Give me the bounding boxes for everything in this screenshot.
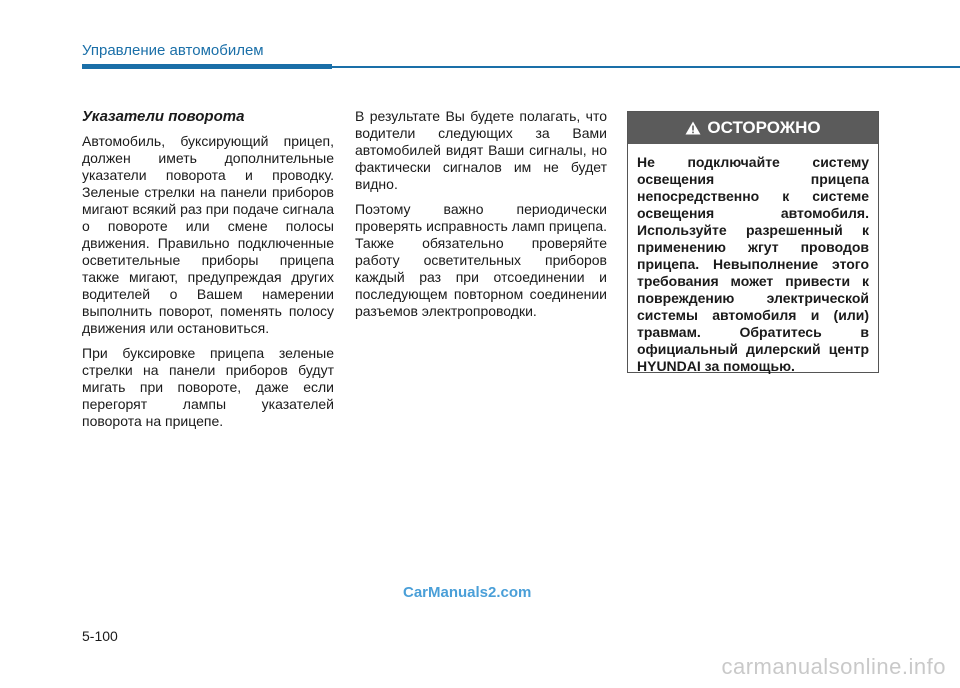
warning-title: ОСТОРОЖНО <box>707 118 821 137</box>
page-number: 5-100 <box>82 628 118 644</box>
column-1-paragraph-1: Автомобиль, буксирующий прицеп, должен иметь дополнительные указатели поворота и проводку. Зеленые стрелки на панели приборов мигают всякий раз при подаче сигнала о повороте или смене полосы движения. Правильно подключенные осветительные приборы прицепа также мигают, предупреждая других водителей о Вашем намерении выполнить поворот, поменять полосу движения или остановиться. <box>82 133 334 336</box>
warning-box <box>627 111 879 373</box>
header-rule-thin <box>332 66 960 68</box>
warning-header <box>628 112 878 144</box>
column-1 <box>82 108 334 438</box>
watermark[interactable]: CarManuals2.com <box>403 584 532 601</box>
column-2 <box>355 108 607 328</box>
warning-body: Не подключайте систему освещения прицепа непосредственно к системе освещения автомобиля. Используйте разрешенный к применению жгут проводов прицепа. Невыполнение этого требования может привести к повреждению электрической системы автомобиля и (или) травмам. Обратитесь в официальный дилерский центр HYUNDAI за помощью. <box>637 154 869 374</box>
column-1-paragraph-2: При буксировке прицепа зеленые стрелки на панели приборов будут мигать при повороте, даже если перегорят лампы указателей поворота на прицепе. <box>82 345 334 429</box>
column-2-paragraph-2: Поэтому важно периодически проверять исправность ламп прицепа. Также обязательно проверяйте работу осветительных приборов каждый раз при отсоединении и последующем повторном соединении разъемов электропроводки. <box>355 201 607 319</box>
warning-triangle-icon <box>685 121 701 135</box>
section-heading: Указатели поворота <box>82 108 245 125</box>
column-2-paragraph-1: В результате Вы будете полагать, что водители следующих за Вами автомобилей видят Ваши сигналы, но фактически сигналов им не будет видно. <box>355 108 607 192</box>
header-title: Управление автомобилем <box>82 42 264 59</box>
footer-watermark: carmanualsonline.info <box>721 654 946 679</box>
header-rule-thick <box>82 64 332 69</box>
